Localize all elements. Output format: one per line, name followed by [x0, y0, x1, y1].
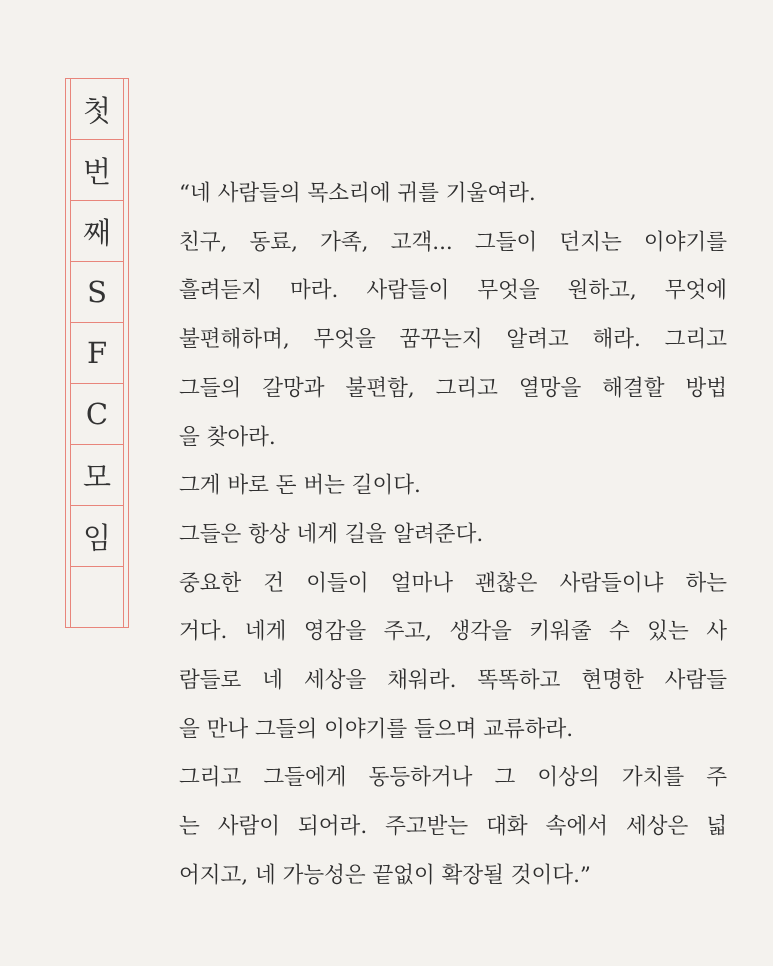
text-line: 어지고, 네 가능성은 끝없이 확장될 것이다.” [179, 862, 591, 888]
title-char: 모 [71, 445, 123, 506]
text-line: 흘려듣지 마라. 사람들이 무엇을 원하고, 무엇에 [179, 278, 727, 304]
text-line: “네 사람들의 목소리에 귀를 기울여라. [179, 181, 536, 206]
vertical-title-box [65, 78, 129, 628]
title-char: 번 [71, 140, 123, 201]
title-char: S [71, 262, 123, 323]
title-char: 첫 [71, 79, 123, 140]
vertical-title-grid [70, 79, 124, 627]
text-line: 을 찾아라. [179, 424, 276, 450]
text-line: 는 사람이 되어라. 주고받는 대화 속에서 세상은 넓 [179, 814, 727, 840]
title-char: C [71, 384, 123, 445]
text-line: 을 만나 그들의 이야기를 들으며 교류하라. [179, 716, 574, 742]
text-line: 그들의 갈망과 불편함, 그리고 열망을 해결할 방법 [179, 375, 727, 401]
text-line: 그게 바로 돈 버는 길이다. [179, 473, 421, 499]
title-empty-cell [71, 567, 123, 627]
title-char: 임 [71, 506, 123, 567]
text-line: 불편해하며, 무엇을 꿈꾸는지 알려고 해라. 그리고 [179, 327, 727, 353]
quote-text [179, 170, 727, 901]
text-line: 그들은 항상 네게 길을 알려준다. [179, 521, 484, 547]
text-line: 친구, 동료, 가족, 고객... 그들이 던지는 이야기를 [179, 229, 727, 255]
text-line: 람들로 네 세상을 채워라. 똑똑하고 현명한 사람들 [179, 668, 727, 694]
title-char: F [71, 323, 123, 384]
text-line: 거다. 네게 영감을 주고, 생각을 키워줄 수 있는 사 [179, 619, 727, 645]
title-char: 째 [71, 201, 123, 262]
text-line: 중요한 건 이들이 얼마나 괜찮은 사람들이냐 하는 [179, 570, 727, 596]
text-line: 그리고 그들에게 동등하거나 그 이상의 가치를 주 [179, 765, 727, 791]
